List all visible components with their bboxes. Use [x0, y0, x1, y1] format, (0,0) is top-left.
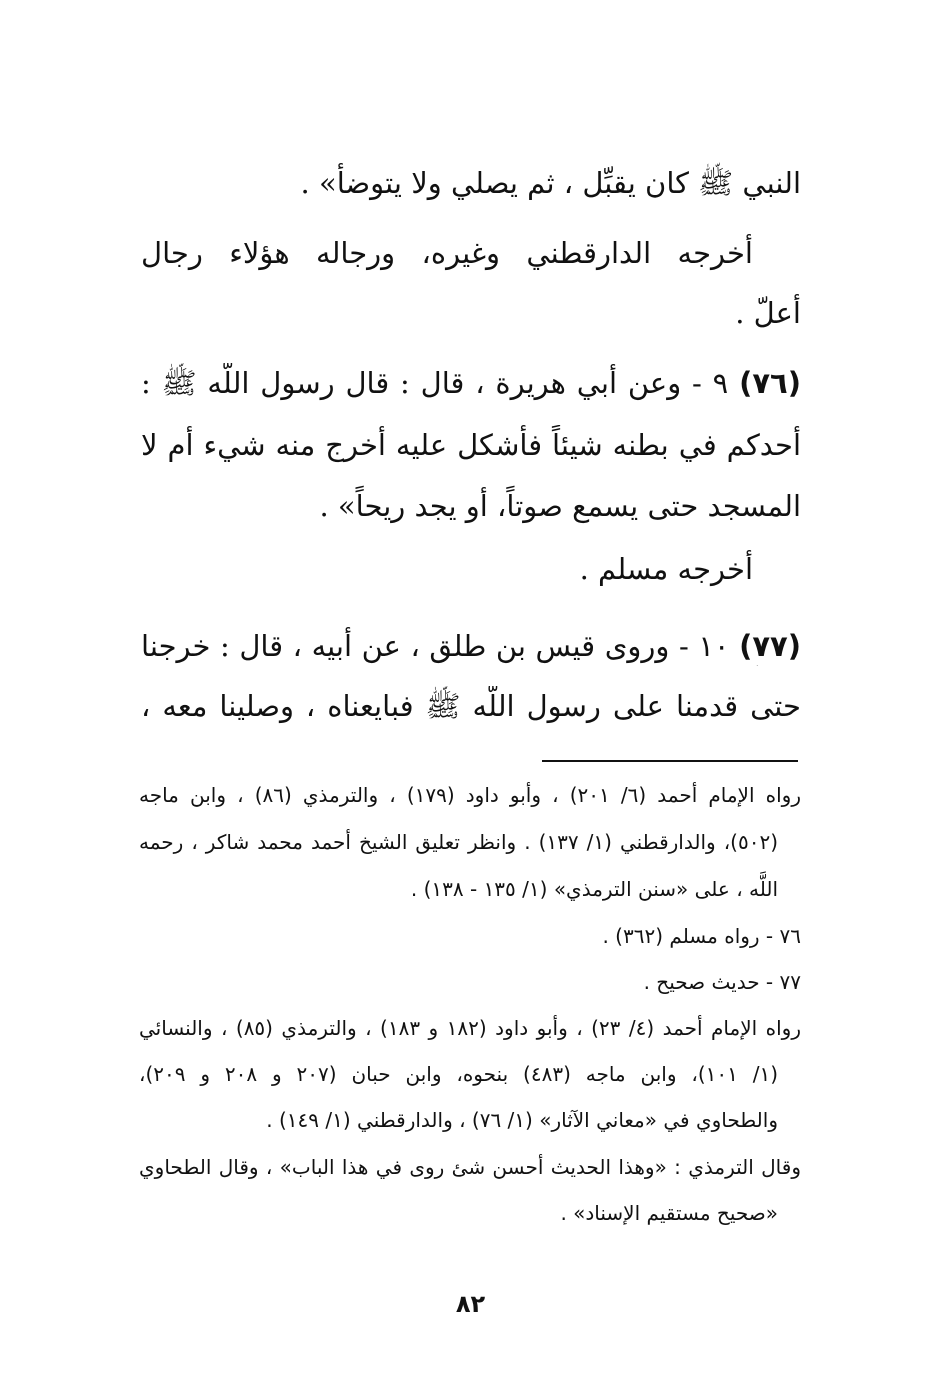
footnote-line: (٥٠٢)، والدارقطني (١/ ١٣٧) . وانظر تعليق الشيخ أحمد محمد شاكر ، رحمه	[139, 830, 778, 854]
main-text-line	[141, 293, 801, 333]
footnote-line: والطحاوي في «معاني الآثار» (١/ ٧٦) ، والدارقطني (١/ ١٤٩) .	[266, 1108, 778, 1132]
line-text: ١٠ - وروى قيس بن طلق ، عن أبيه ، قال : خرجنا	[141, 629, 730, 663]
main-text-line	[141, 425, 801, 465]
main-text-line	[141, 686, 801, 726]
line-text: ٩ - وعن أبي هريرة ، قال : قال رسول اللَّه ﷺ :	[141, 366, 729, 400]
footnote-line: وقال الترمذي : «وهذا الحديث أحسن شئ روى في هذا الباب» ، وقال الطحاوي	[139, 1155, 801, 1179]
footnote-line: ٧٦ - رواه مسلم (٣٦٢) .	[602, 924, 801, 948]
hadith-77-line	[141, 626, 801, 666]
main-text-line	[141, 486, 801, 526]
line-text: النبي ﷺ كان يقبِّل ، ثم يصلي ولا يتوضأ» .	[300, 166, 801, 200]
hadith-number: (٧٦)	[739, 366, 801, 400]
line-text: أعلّ .	[735, 296, 801, 330]
hadith-number: (٧٧)	[739, 629, 801, 663]
main-text-line	[141, 233, 753, 273]
footnote-line: «صحيح مستقيم الإسناد» .	[560, 1201, 778, 1225]
footnote-line: اللَّه ، على «سنن الترمذي» (١/ ١٣٥ - ١٣٨) .	[410, 877, 778, 901]
main-text-line	[141, 549, 753, 589]
main-text-line	[141, 163, 801, 203]
line-text: أحدكم في بطنه شيئاً فأشكل عليه أخرج منه شيء أم لا	[141, 428, 801, 462]
footnote-separator	[542, 760, 798, 762]
line-text: أخرجه مسلم .	[579, 552, 753, 586]
footnote-line: (١/ ١٠١)، وابن ماجه (٤٨٣) بنحوه، وابن حبان (٢٠٧ و ٢٠٨ و ٢٠٩)،	[139, 1062, 778, 1086]
page-number: ٨٢	[455, 1290, 486, 1318]
line-text: المسجد حتى يسمع صوتاً، أو يجد ريحاً» .	[319, 489, 801, 523]
hadith-76-line	[141, 363, 801, 403]
line-text: أخرجه الدارقطني وغيره، ورجاله هؤلاء رجال	[141, 236, 753, 270]
footnote-line: رواه الإمام أحمد (٤/ ٢٣) ، وأبو داود (١٨٢ و ١٨٣) ، والترمذي (٨٥) ، والنسائي	[139, 1016, 801, 1040]
line-text: حتى قدمنا على رسول اللَّه ﷺ فبايعناه ، وصلينا معه ،	[141, 689, 801, 723]
footnote-line: ٧٧ - حديث صحيح .	[643, 970, 801, 994]
footnote-line: رواه الإمام أحمد (٦/ ٢٠١) ، وأبو داود (١٧٩) ، والترمذي (٨٦) ، وابن ماجه	[139, 783, 801, 807]
